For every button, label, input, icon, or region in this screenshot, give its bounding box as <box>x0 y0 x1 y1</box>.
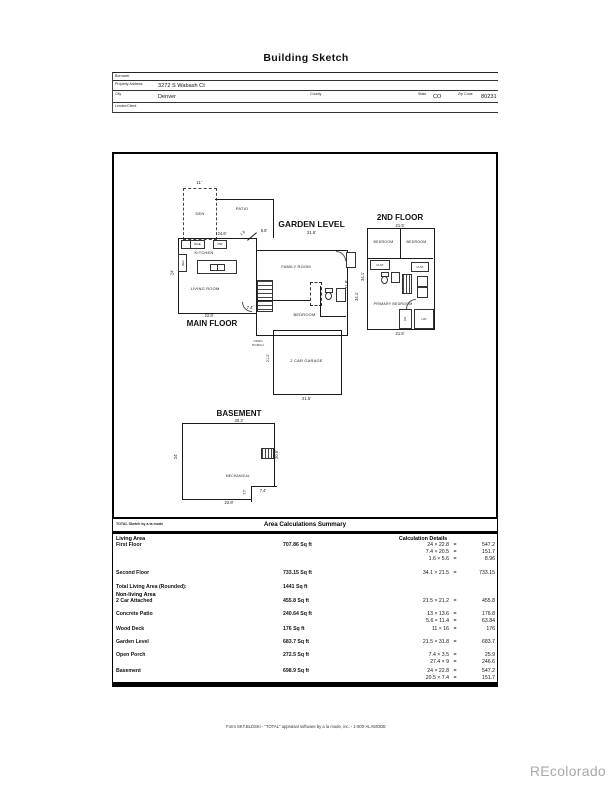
den-label: DEN <box>195 211 205 216</box>
calc-expr: 24 × 22.8 <box>427 542 449 548</box>
recolorado-watermark: REcolorado <box>529 763 606 779</box>
calc-line <box>353 668 495 674</box>
equals-sign: = <box>453 556 457 562</box>
calc-expr: 34.1 × 21.5 <box>422 570 449 576</box>
calc-details-header: Calculation Details <box>398 536 448 542</box>
equals-sign: = <box>453 652 457 658</box>
row-first-floor-area: 707.86 Sq ft <box>283 542 312 548</box>
living-area-header: Living Area <box>116 536 146 542</box>
zip-value: 80231 <box>481 94 497 100</box>
state-label: State <box>418 92 427 96</box>
porch-door-dim: 7.4' <box>246 305 254 310</box>
family-room-label: FAMILY ROOM <box>281 264 311 269</box>
mechanical-label: MECHANICAL <box>225 474 250 478</box>
form-row-borrower <box>113 73 498 81</box>
second-left-dim: 34.1' <box>359 272 365 281</box>
row-concrete-patio-area: 240.64 Sq ft <box>283 611 312 617</box>
bedroom2-label: BEDROOM <box>406 240 427 244</box>
calc-line <box>353 659 495 665</box>
garage-bottom-dim: 21.5' <box>302 396 311 401</box>
garden-bedroom-label: BEDROOM <box>293 312 316 317</box>
calc-result: 547.2 <box>482 668 495 674</box>
calc-result: 176.8 <box>482 611 495 617</box>
equals-sign: = <box>453 570 457 576</box>
second-floor-title: 2ND FLOOR <box>376 213 424 222</box>
calc-line <box>353 639 495 645</box>
primary-bedroom-label: PRIMARY BEDROOM <box>373 302 413 306</box>
state-value: CO <box>433 94 442 100</box>
calc-result: 176 <box>486 626 495 632</box>
calc-result: 246.6 <box>482 659 495 665</box>
calc-line <box>353 556 495 562</box>
calc-result: 733.15 <box>479 570 495 576</box>
summary-divider-bottom <box>113 682 497 686</box>
calc-line <box>353 626 495 632</box>
top-dim-18: 1.8' <box>239 229 247 237</box>
vanity-icon <box>417 287 428 298</box>
open-porch-label <box>246 340 270 347</box>
open-porch-line2: PORCH <box>252 342 264 347</box>
row-garage: 2 Car Attached <box>116 598 153 604</box>
kitchen-dim: 24.6' <box>217 231 227 236</box>
garden-right-dim2: 34.1' <box>353 292 359 301</box>
row-first-floor: First Floor <box>116 542 142 548</box>
row-concrete-patio: Concrete Patio <box>116 611 153 617</box>
second-bottom-dim: 21.5' <box>395 331 405 336</box>
equals-sign: = <box>453 668 457 674</box>
equals-sign: = <box>453 626 457 632</box>
calc-line <box>353 652 495 658</box>
main-bottom-dim: 22.8' <box>204 313 214 318</box>
row-basement-area: 698.9 Sq ft <box>283 668 309 674</box>
basement-notch2-dim: 3.5' <box>242 489 247 495</box>
kitchen-label: KITCHEN <box>194 250 214 255</box>
calc-expr: 13 × 13.6 <box>427 611 449 617</box>
entry-landing <box>346 252 356 268</box>
property-address-label: Property Address <box>115 82 143 86</box>
calc-result: 683.7 <box>482 639 495 645</box>
garden-right-dim1: 31.8' <box>343 280 349 289</box>
stairs <box>257 280 273 312</box>
total-living-area: 1441 Sq ft <box>283 584 308 590</box>
row-second-floor-area: 733.15 Sq ft <box>283 570 312 576</box>
linen-label: LIN <box>403 316 408 322</box>
den-top-dim: 11' <box>196 180 202 185</box>
kitchen-island <box>197 260 237 274</box>
calc-line <box>353 570 495 576</box>
refrigerator-icon <box>178 254 187 272</box>
calc-result: 63.84 <box>482 618 495 624</box>
garden-level-title: GARDEN LEVEL <box>278 219 345 229</box>
calc-expr: 27.4 × 9 <box>430 659 449 665</box>
summary-title: Area Calculations Summary <box>263 521 347 528</box>
garage-label: 2 CAR GARAGE <box>290 358 323 363</box>
calc-expr: 20.5 × 7.4 <box>425 675 449 681</box>
calc-expr: 11 × 16 <box>431 626 449 632</box>
form-row-city <box>113 91 498 103</box>
property-address-value: 3272 S Wabash Ct <box>158 83 205 89</box>
basement-bottom-dim: 22.8' <box>224 500 234 505</box>
bedroom1-label: BEDROOM <box>373 240 394 244</box>
calc-line <box>353 598 495 604</box>
row-garden-level-area: 683.7 Sq ft <box>283 639 309 645</box>
calc-line <box>353 549 495 555</box>
calc-line <box>353 675 495 681</box>
shower-icon <box>402 274 412 294</box>
basement-notch-dim: 7.4' <box>259 488 267 493</box>
area-calculations-summary <box>112 517 498 687</box>
nonliving-header: Non-living Area <box>116 592 156 598</box>
floor-plan-sketch <box>112 152 498 519</box>
row-open-porch: Open Porch <box>116 652 146 658</box>
city-label: City <box>115 92 122 96</box>
calc-result: 151.7 <box>482 675 495 681</box>
row-garden-level: Garden Level <box>116 639 149 645</box>
county-label: County <box>310 92 322 96</box>
second-interior-wall <box>367 258 433 259</box>
row-wood-deck-area: 176 Sq ft <box>283 626 305 632</box>
sink-icon <box>336 288 346 302</box>
calc-result: 547.2 <box>482 542 495 548</box>
equals-sign: = <box>453 598 457 604</box>
calc-expr: 5.6 × 11.4 <box>426 618 449 624</box>
row-open-porch-area: 272.5 Sq ft <box>283 652 309 658</box>
main-left-dim: 24' <box>169 269 175 276</box>
tub-icon <box>417 276 428 287</box>
calc-line <box>353 542 495 548</box>
total-living-label: Total Living Area (Rounded): <box>116 584 187 590</box>
row-basement: Basement <box>116 668 141 674</box>
row-garage-area: 455.8 Sq ft <box>283 598 309 604</box>
zip-label: Zip Code <box>458 92 473 96</box>
calc-expr: 7.4 × 20.5 <box>425 549 449 555</box>
open-porch-line1: OPEN <box>253 339 263 343</box>
garden-top-dim: 21.5' <box>307 230 316 235</box>
equals-sign: = <box>453 611 457 617</box>
living-room-label: LIVING ROOM <box>190 286 220 291</box>
calc-expr: 1.6 × 5.6 <box>428 556 449 562</box>
lender-label: Lender/Client <box>115 104 137 108</box>
basement-title: BASEMENT <box>216 409 262 418</box>
garage-left-dim: 21.2' <box>266 353 271 363</box>
row-second-floor: Second Floor <box>116 570 150 576</box>
closet1: CLST <box>370 260 390 270</box>
linen-closet <box>399 309 412 329</box>
top-dim-56: 5.6' <box>260 228 268 233</box>
borrower-label: Borrower <box>115 74 130 78</box>
calc-expr: 21.5 × 31.8 <box>422 639 449 645</box>
calc-expr: 21.5 × 21.2 <box>422 598 449 604</box>
sink2-icon <box>391 272 400 283</box>
garden-interior-wall <box>256 300 318 301</box>
dishwasher-icon: DW <box>213 240 227 249</box>
basement-left-dim: 24' <box>173 453 179 460</box>
calc-line <box>353 618 495 624</box>
page-title: Building Sketch <box>263 52 349 64</box>
window-icon <box>261 448 274 459</box>
calc-result: 455.8 <box>482 598 495 604</box>
calc-line <box>353 611 495 617</box>
equals-sign: = <box>453 549 457 555</box>
form-row-address <box>113 81 498 91</box>
form-footer: Form SKT.BLDSKI - "TOTAL" appraisal software by a la mode, inc. - 1-800-ALAMODE <box>226 724 386 729</box>
toilet2-bowl-icon <box>381 276 388 284</box>
calc-result: 8.96 <box>484 556 495 562</box>
calc-result: 151.7 <box>482 549 495 555</box>
calc-expr: 24 × 22.8 <box>427 668 449 674</box>
basement-top-dim: 30.2' <box>234 418 244 423</box>
sketch-credit: TOTAL Sketch by a la mode <box>116 522 164 526</box>
equals-sign: = <box>453 618 457 624</box>
patio-label: PATIO <box>235 206 249 211</box>
equals-sign: = <box>453 542 457 548</box>
calc-expr: 7.4 × 3.5 <box>428 652 449 658</box>
ref-label: REF <box>181 260 185 266</box>
form-row-lender <box>113 103 498 113</box>
summary-divider-top <box>113 531 497 534</box>
equals-sign: = <box>453 675 457 681</box>
second-top-dim: 21.5' <box>395 223 405 228</box>
city-value: Denver <box>158 94 177 100</box>
property-info-form <box>112 72 498 113</box>
equals-sign: = <box>453 639 457 645</box>
island-cooktop-icon <box>217 264 225 271</box>
toilet-bowl-icon <box>325 292 332 300</box>
lav-room: LAV <box>414 309 434 329</box>
row-wood-deck: Wood Deck <box>116 626 145 632</box>
range-icon: RGE <box>190 240 205 249</box>
patio-wall-top <box>215 199 273 200</box>
calc-result: 25.9 <box>484 652 495 658</box>
closet2: CLST <box>411 262 429 272</box>
basement-right-dim: 20.5' <box>273 450 279 459</box>
equals-sign: = <box>453 659 457 665</box>
main-floor-title: MAIN FLOOR <box>186 319 238 328</box>
